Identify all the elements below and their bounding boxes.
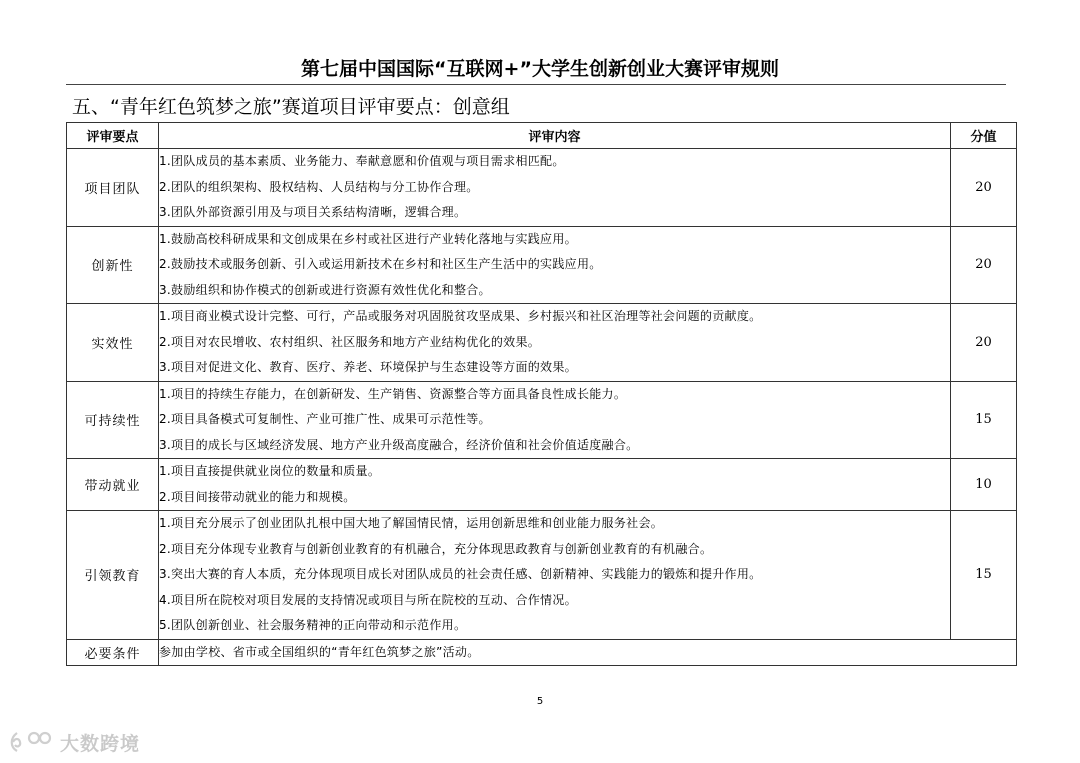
section-title: 五、“青年红色筑梦之旅”赛道项目评审要点：创意组 bbox=[72, 96, 510, 118]
criteria-item: 4.项目所在院校对项目发展的支持情况或项目与所在院校的互动、合作情况。 bbox=[159, 592, 577, 607]
title-divider bbox=[66, 84, 1006, 85]
score-cell: 15 bbox=[951, 511, 1017, 640]
watermark-text: 大数跨境 bbox=[60, 732, 141, 755]
watermark bbox=[8, 728, 140, 756]
content-cell bbox=[159, 304, 951, 382]
content-cell bbox=[159, 226, 951, 304]
content-cell bbox=[159, 459, 951, 511]
criteria-item: 1.项目商业模式设计完整、可行，产品或服务对巩固脱贫攻坚成果、乡村振兴和社区治理等社会问题的贡献度。 bbox=[159, 309, 762, 323]
criteria-item: 2.项目具备模式可复制性、产业可推广性、成果可示范性等。 bbox=[159, 412, 491, 426]
criteria-item: 3.项目对促进文化、教育、医疗、养老、环境保护与生态建设等方面的效果。 bbox=[159, 360, 577, 374]
score-cell: 20 bbox=[951, 304, 1017, 382]
header-content: 评审内容 bbox=[159, 123, 951, 149]
header-criteria: 评审要点 bbox=[67, 123, 159, 149]
criteria-cell: 创新性 bbox=[67, 226, 159, 304]
score-cell: 20 bbox=[951, 226, 1017, 304]
requirement-text: 参加由学校、省市或全国组织的“青年红色筑梦之旅”活动。 bbox=[159, 644, 480, 659]
criteria-item: 1.项目的持续生存能力，在创新研发、生产销售、资源整合等方面具备良性成长能力。 bbox=[159, 386, 627, 401]
content-cell bbox=[159, 381, 951, 459]
criteria-item: 3.团队外部资源引用及与项目关系结构清晰，逻辑合理。 bbox=[159, 205, 467, 219]
table-row bbox=[67, 226, 1017, 304]
criteria-item: 1.团队成员的基本素质、业务能力、奉献意愿和价值观与项目需求相匹配。 bbox=[159, 154, 565, 168]
criteria-cell: 可持续性 bbox=[67, 381, 159, 459]
page-number: 5 bbox=[536, 696, 544, 707]
criteria-item: 3.项目的成长与区域经济发展、地方产业升级高度融合，经济价值和社会价值适度融合。 bbox=[159, 437, 639, 452]
requirement-label: 必要条件 bbox=[67, 639, 159, 666]
requirement-row bbox=[67, 639, 1017, 666]
criteria-item: 5.团队创新创业、社会服务精神的正向带动和示范作用。 bbox=[159, 618, 467, 632]
criteria-cell: 实效性 bbox=[67, 304, 159, 382]
criteria-item: 3.鼓励组织和协作模式的创新或进行资源有效性优化和整合。 bbox=[159, 282, 491, 297]
criteria-item: 2.团队的组织架构、股权结构、人员结构与分工协作合理。 bbox=[159, 179, 479, 194]
table-header-row bbox=[67, 123, 1017, 149]
review-criteria-table bbox=[66, 122, 1017, 666]
table-row bbox=[67, 511, 1017, 640]
brand-logo-icon bbox=[8, 729, 54, 755]
document-title: 第七届中国国际“互联网+”大学生创新创业大赛评审规则 bbox=[301, 58, 779, 80]
score-cell: 15 bbox=[951, 381, 1017, 459]
header-score: 分值 bbox=[951, 123, 1017, 149]
criteria-cell: 引领教育 bbox=[67, 511, 159, 640]
criteria-item: 3.突出大赛的育人本质，充分体现项目成长对团队成员的社会责任感、创新精神、实践能力的锻炼和提升作用。 bbox=[159, 567, 762, 581]
table-row bbox=[67, 459, 1017, 511]
criteria-item: 2.项目对农民增收、农村组织、社区服务和地方产业结构优化的效果。 bbox=[159, 334, 541, 349]
score-cell: 20 bbox=[951, 149, 1017, 227]
criteria-item: 2.鼓励技术或服务创新、引入或运用新技术在乡村和社区生产生活中的实践应用。 bbox=[159, 257, 602, 271]
content-cell bbox=[159, 511, 951, 640]
requirement-content bbox=[159, 639, 1017, 666]
table-row bbox=[67, 304, 1017, 382]
criteria-item: 2.项目充分体现专业教育与创新创业教育的有机融合，充分体现思政教育与创新创业教育的有机融合。 bbox=[159, 541, 713, 556]
criteria-cell: 项目团队 bbox=[67, 149, 159, 227]
score-cell: 10 bbox=[951, 459, 1017, 511]
criteria-item: 1.项目直接提供就业岗位的数量和质量。 bbox=[159, 464, 381, 478]
content-cell bbox=[159, 149, 951, 227]
criteria-cell: 带动就业 bbox=[67, 459, 159, 511]
criteria-item: 1.项目充分展示了创业团队扎根中国大地了解国情民情，运用创新思维和创业能力服务社会。 bbox=[159, 516, 664, 530]
table-row bbox=[67, 149, 1017, 227]
table-row bbox=[67, 381, 1017, 459]
criteria-item: 2.项目间接带动就业的能力和规模。 bbox=[159, 489, 356, 504]
criteria-item: 1.鼓励高校科研成果和文创成果在乡村或社区进行产业转化落地与实践应用。 bbox=[159, 231, 577, 246]
